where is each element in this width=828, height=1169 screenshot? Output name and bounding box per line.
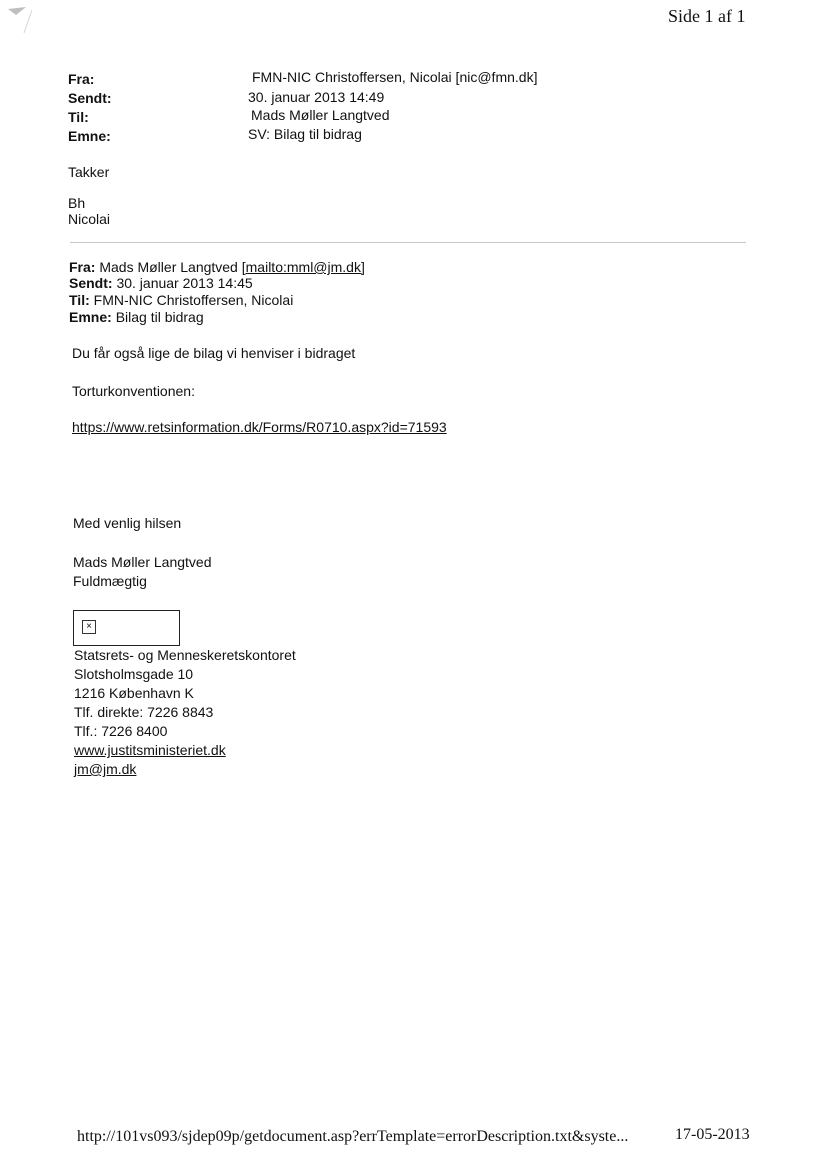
email2-to-line xyxy=(69,292,293,308)
scan-corner-mark xyxy=(6,5,36,35)
broken-image-icon: × xyxy=(82,620,96,634)
email1-subject-label: Emne: xyxy=(68,128,111,144)
email2-sent-label: Sendt: xyxy=(69,275,113,291)
email1-body-line-1: Takker xyxy=(68,164,110,180)
email1-subject-value: SV: Bilag til bidrag xyxy=(248,126,362,142)
email2-subject-value: Bilag til bidrag xyxy=(115,309,204,325)
email1-sent-label: Sendt: xyxy=(68,90,112,106)
email2-from-label: Fra: xyxy=(69,259,96,275)
email1-from-label: Fra: xyxy=(68,71,95,87)
closing-greeting: Med venlig hilsen xyxy=(73,515,182,531)
email2-from-value: Mads Møller Langtved xyxy=(99,259,238,275)
email2-sent-value: 30. januar 2013 14:45 xyxy=(116,275,253,291)
signature-title: Fuldmægtig xyxy=(73,573,147,589)
email1-body-line-3: Nicolai xyxy=(68,211,111,227)
email1-from-value: FMN-NIC Christoffersen, Nicolai [nic@fmn.dk] xyxy=(252,69,538,85)
email1-to-label: Til: xyxy=(68,109,89,125)
office-phone-direct: Tlf. direkte: 7226 8843 xyxy=(74,704,214,720)
email1-body-line-2: Bh xyxy=(68,195,86,211)
office-phone: Tlf.: 7226 8400 xyxy=(74,723,168,739)
signature-image-placeholder xyxy=(73,610,180,646)
office-city: 1216 København K xyxy=(74,685,194,701)
email2-subject-label: Emne: xyxy=(69,309,112,325)
office-street: Slotsholmsgade 10 xyxy=(74,666,194,682)
footer-date: 17-05-2013 xyxy=(675,1126,750,1143)
email2-subject-line xyxy=(69,309,204,325)
email2-body-intro: Du får også lige de bilag vi henviser i bidraget xyxy=(72,345,356,361)
footer-url: http://101vs093/sjdep09p/getdocument.asp?errTemplate=errorDescription.txt&syste... xyxy=(77,1128,629,1145)
website-link[interactable]: www.justitsministeriet.dk xyxy=(74,742,226,758)
email2-from-line xyxy=(69,259,365,275)
email2-section-label: Torturkonventionen: xyxy=(72,383,195,399)
email2-sent-line xyxy=(69,275,253,291)
email2-to-value: FMN-NIC Christoffersen, Nicolai xyxy=(93,292,294,308)
email1-to-value: Mads Møller Langtved xyxy=(251,107,390,123)
email2-to-label: Til: xyxy=(69,292,90,308)
signature-name: Mads Møller Langtved xyxy=(73,554,212,570)
email-link[interactable]: jm@jm.dk xyxy=(74,761,137,777)
retsinformation-link[interactable]: https://www.retsinformation.dk/Forms/R0710.aspx?id=71593 xyxy=(72,419,447,435)
page-number: Side 1 af 1 xyxy=(668,6,746,26)
email2-mailto-link[interactable]: [mailto:mml@jm.dk] xyxy=(241,259,365,275)
office-name: Statsrets- og Menneskeretskontoret xyxy=(74,647,296,663)
separator-line xyxy=(70,242,746,243)
email1-sent-value: 30. januar 2013 14:49 xyxy=(248,89,385,105)
